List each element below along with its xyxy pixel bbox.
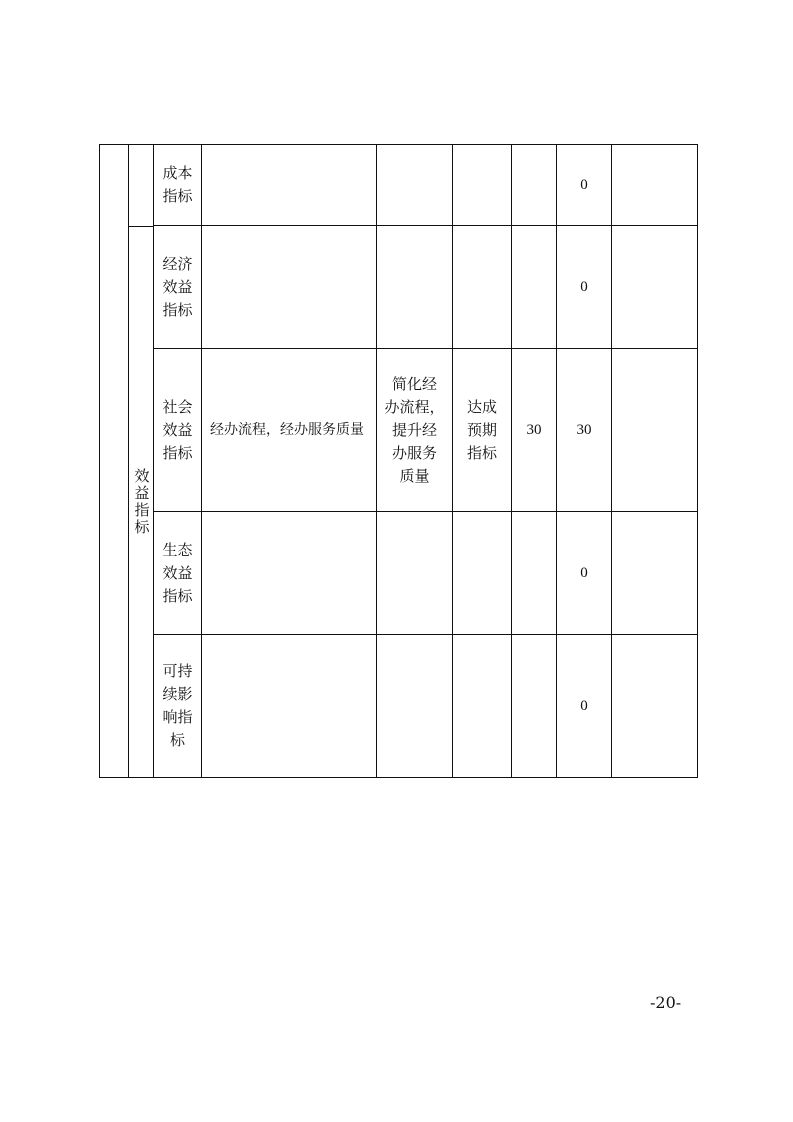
- indicator-cell: [377, 635, 452, 777]
- category-cell: 生态 效益 指标: [162, 540, 193, 605]
- note-cell: [612, 349, 697, 511]
- table-bottom-border: [99, 777, 698, 778]
- score-cell: [512, 145, 556, 225]
- note-cell: [612, 635, 697, 777]
- standard-cell: [453, 512, 511, 634]
- actual-score-cell: 0: [580, 564, 588, 581]
- category-cell: 成本 指标: [162, 164, 193, 205]
- standard-cell: 达成 预期 指标: [466, 397, 497, 462]
- content-cell: [202, 226, 376, 348]
- page-number: -20-: [650, 993, 682, 1012]
- note-cell: [612, 145, 697, 225]
- category-cell: 可持 续影 响指 标: [162, 662, 193, 749]
- category-cell: 经济 效益 指标: [162, 254, 193, 319]
- score-cell: 30: [526, 421, 542, 438]
- table-right-border: [697, 144, 698, 778]
- score-cell: [512, 635, 556, 777]
- group-label-cell: [129, 227, 153, 777]
- category-cell: 社会 效益 指标: [162, 397, 193, 462]
- standard-cell: [453, 226, 511, 348]
- indicator-cell: [377, 512, 452, 634]
- standard-cell: [453, 635, 511, 777]
- content-cell: [202, 512, 376, 634]
- actual-score-cell: 30: [576, 421, 592, 438]
- actual-score-cell: 0: [580, 278, 588, 295]
- content-cell: 经办流程，经办服务质量: [210, 421, 364, 438]
- indicator-cell: [377, 226, 452, 348]
- score-cell: [512, 512, 556, 634]
- indicator-cell: [377, 145, 452, 225]
- group-label: 效益指标: [132, 468, 151, 536]
- content-cell: [202, 635, 376, 777]
- table-left-border: [99, 144, 100, 778]
- actual-score-cell: 0: [580, 697, 588, 714]
- note-cell: [612, 512, 697, 634]
- actual-score-cell: 0: [580, 176, 588, 193]
- standard-cell: [453, 145, 511, 225]
- score-cell: [512, 226, 556, 348]
- content-cell: [202, 145, 376, 225]
- indicator-cell: 简化经 办流程， 提升经 办服务 质量: [384, 374, 445, 485]
- note-cell: [612, 226, 697, 348]
